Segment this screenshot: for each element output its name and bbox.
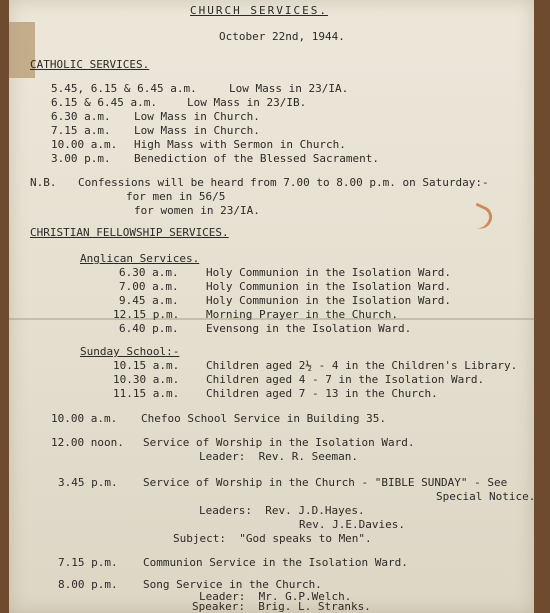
nb-men: for men in 56/5: [126, 190, 226, 203]
catholic-row-desc: Low Mass in Church.: [134, 110, 260, 123]
page-title: CHURCH SERVICES.: [190, 4, 328, 17]
song-speaker: Speaker: Brig. L. Stranks.: [192, 600, 371, 613]
anglican-row-desc: Morning Prayer in the Church.: [206, 308, 399, 321]
song-desc: Song Service in the Church.: [143, 578, 322, 591]
afternoon-desc: Service of Worship in the Church - "BIBLE SUNDAY" - See: [143, 476, 508, 489]
noon-time: 12.00 noon.: [51, 436, 124, 449]
anglican-row-desc: Evensong in the Isolation Ward.: [206, 322, 412, 335]
sunday-row-desc: Children aged 4 - 7 in the Isolation Ward.: [206, 373, 485, 386]
afternoon-subject: Subject: "God speaks to Men".: [173, 532, 372, 545]
noon-desc: Service of Worship in the Isolation Ward.: [143, 436, 415, 449]
catholic-row-time: 5.45, 6.15 & 6.45 a.m.: [51, 82, 197, 95]
chefoo-time: 10.00 a.m.: [51, 412, 118, 425]
afternoon-time: 3.45 p.m.: [58, 476, 118, 489]
catholic-row-time: 6.30 a.m.: [51, 110, 111, 123]
sunday-row-desc: Children aged 2½ - 4 in the Children's Library.: [206, 359, 518, 372]
anglican-row-desc: Holy Communion in the Isolation Ward.: [206, 266, 452, 279]
nb-label: N.B.: [30, 176, 57, 189]
anglican-row-time: 6.40 p.m.: [119, 322, 179, 335]
afternoon-leaders-second: Rev. J.E.Davies.: [299, 518, 405, 531]
communion-time: 7.15 p.m.: [58, 556, 118, 569]
catholic-row-time: 10.00 a.m.: [51, 138, 118, 151]
christian-heading: CHRISTIAN FELLOWSHIP SERVICES.: [30, 226, 229, 239]
sunday-row-time: 10.15 a.m.: [113, 359, 180, 372]
catholic-row-time: 7.15 a.m.: [51, 124, 111, 137]
sunday-row-time: 10.30 a.m.: [113, 373, 180, 386]
catholic-heading: CATHOLIC SERVICES.: [30, 58, 150, 71]
sunday-row-time: 11.15 a.m.: [113, 387, 180, 400]
catholic-row-time: 3.00 p.m.: [51, 152, 111, 165]
anglican-row-desc: Holy Communion in the Isolation Ward.: [206, 280, 452, 293]
catholic-row-desc: Low Mass in 23/IA.: [229, 82, 349, 95]
service-date: October 22nd, 1944.: [219, 30, 345, 43]
catholic-row-time: 6.15 & 6.45 a.m.: [51, 96, 157, 109]
anglican-row-time: 6.30 a.m.: [119, 266, 179, 279]
anglican-row-time: 9.45 a.m.: [119, 294, 179, 307]
song-time: 8.00 p.m.: [58, 578, 118, 591]
anglican-heading: Anglican Services.: [80, 252, 200, 265]
noon-leader: Leader: Rev. R. Seeman.: [199, 450, 358, 463]
communion-desc: Communion Service in the Isolation Ward.: [143, 556, 408, 569]
anglican-row-time: 12.15 p.m.: [113, 308, 180, 321]
afternoon-notice: Special Notice.: [436, 490, 536, 503]
ink-mark: [467, 203, 496, 233]
chefoo-desc: Chefoo School Service in Building 35.: [141, 412, 387, 425]
anglican-row-desc: Holy Communion in the Isolation Ward.: [206, 294, 452, 307]
afternoon-leaders: Leaders: Rev. J.D.Hayes.: [199, 504, 365, 517]
nb-text: Confessions will be heard from 7.00 to 8.00 p.m. on Saturday:-: [78, 176, 489, 189]
catholic-row-desc: Benediction of the Blessed Sacrament.: [134, 152, 380, 165]
song-leader: Leader: Mr. G.P.Welch.: [199, 590, 352, 603]
anglican-row-time: 7.00 a.m.: [119, 280, 179, 293]
catholic-row-desc: High Mass with Sermon in Church.: [134, 138, 346, 151]
catholic-row-desc: Low Mass in 23/IB.: [187, 96, 307, 109]
nb-women: for women in 23/IA.: [134, 204, 260, 217]
document-sheet: [9, 0, 534, 613]
catholic-row-desc: Low Mass in Church.: [134, 124, 260, 137]
sunday-row-desc: Children aged 7 - 13 in the Church.: [206, 387, 438, 400]
sunday-school-heading: Sunday School:-: [80, 345, 180, 358]
